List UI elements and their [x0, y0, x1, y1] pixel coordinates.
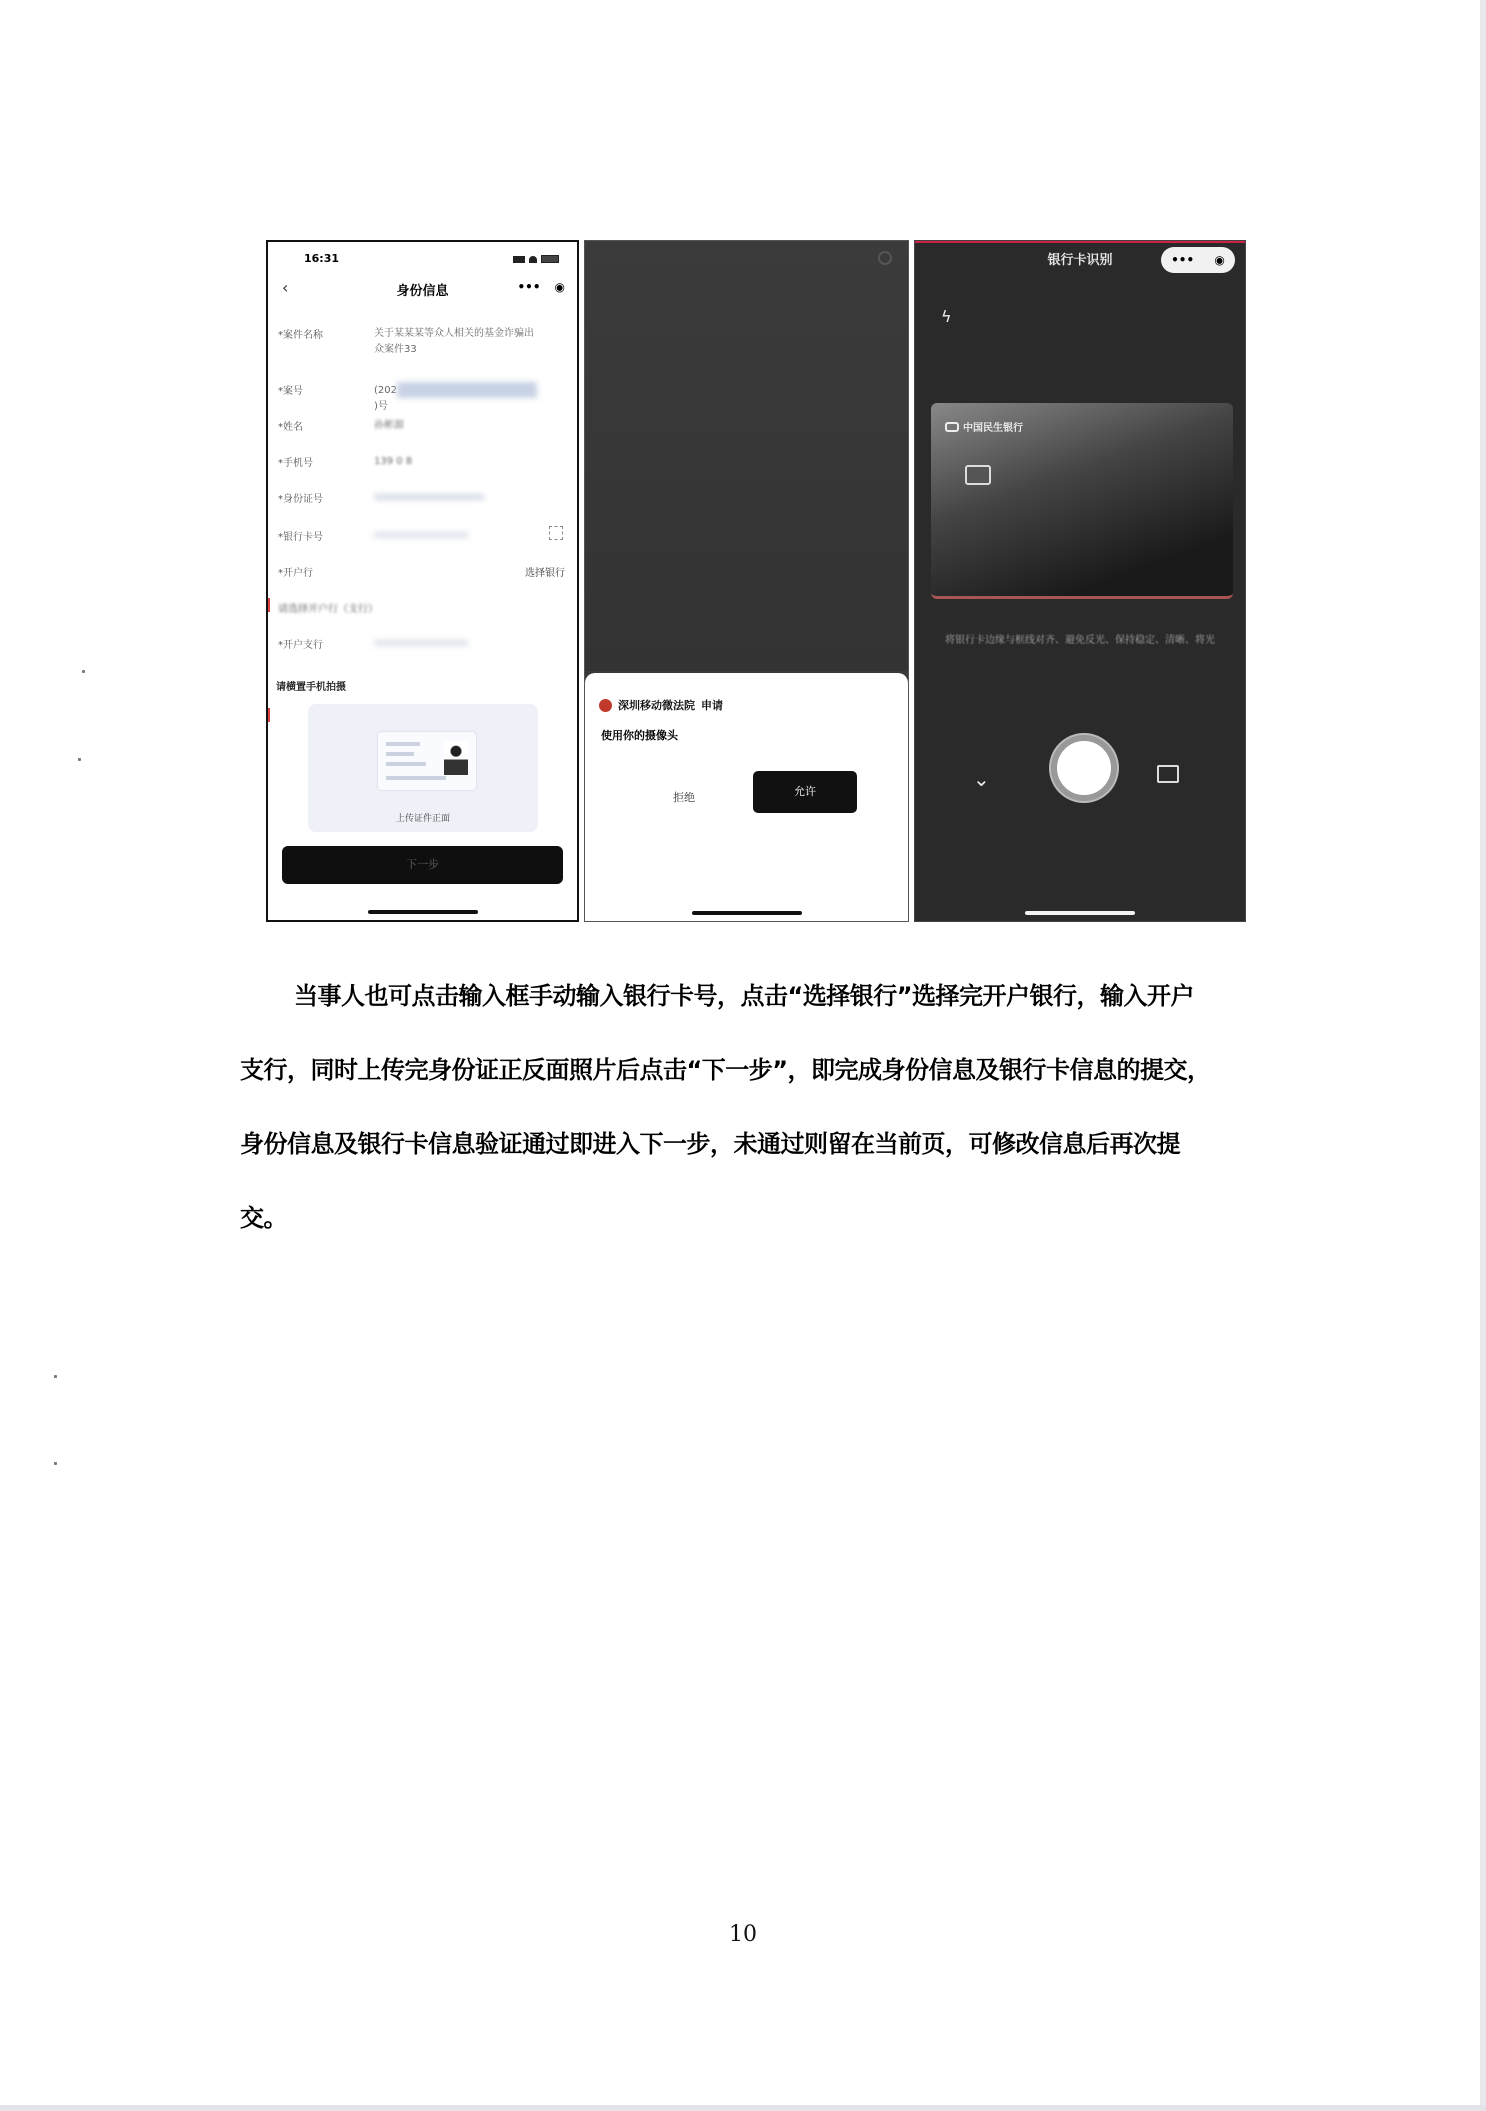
- scan-speck: [54, 1375, 57, 1378]
- page-edge: [0, 2105, 1486, 2111]
- court-logo-icon: [599, 699, 612, 712]
- scan-header: [915, 241, 1245, 275]
- permission-sheet: [585, 673, 908, 921]
- edge-mark: [268, 708, 270, 722]
- close-icon[interactable]: [878, 251, 892, 265]
- status-bar: [304, 252, 559, 266]
- select-bank-link[interactable]: 选择银行: [525, 568, 565, 579]
- card-line: [386, 742, 420, 746]
- close-icon[interactable]: ◉: [1214, 253, 1225, 267]
- field-label: *开户行: [278, 568, 313, 579]
- more-icon[interactable]: •••: [517, 280, 541, 294]
- home-indicator: [368, 910, 478, 914]
- status-icons: [513, 252, 559, 266]
- scan-speck: [82, 670, 85, 673]
- page-title: 身份信息: [396, 284, 449, 299]
- nav-bar: [268, 276, 577, 302]
- signal-icon: [513, 256, 525, 263]
- identity-form-screen: [266, 240, 579, 922]
- more-icon[interactable]: •••: [1171, 253, 1195, 267]
- page-number: 10: [729, 1922, 757, 1947]
- name-input[interactable]: 孙彬源: [374, 420, 404, 431]
- placeholder-blur: [374, 640, 468, 646]
- bank-card-input[interactable]: [374, 528, 539, 544]
- home-indicator: [1025, 911, 1135, 915]
- screenshot-figure: [266, 240, 1246, 922]
- case-number-suffix: )号: [374, 401, 388, 412]
- phone-input[interactable]: 139 0 8: [374, 456, 413, 467]
- card-chip-icon: [965, 465, 991, 485]
- home-indicator: [692, 911, 802, 915]
- scan-speck: [78, 758, 81, 761]
- camera-permission-screen: [584, 240, 909, 922]
- field-case-name: [278, 326, 565, 362]
- apply-label: 申请: [701, 699, 723, 712]
- permission-request: 使用你的摄像头: [601, 729, 678, 742]
- field-label: *姓名: [278, 422, 303, 433]
- paragraph-line: 当事人也可点击输入框手动输入银行卡号，点击“选择银行”选择完开户银行，输入开户: [294, 982, 1195, 1010]
- flash-icon[interactable]: ϟ: [941, 307, 952, 326]
- card-line: [386, 752, 414, 756]
- paragraph-line: 交。: [240, 1204, 287, 1232]
- scan-hint: 将银行卡边缘与框线对齐、避免反光、保持稳定、清晰、将光: [945, 635, 1215, 646]
- app-name: 深圳移动微法院: [618, 699, 695, 712]
- case-name-input[interactable]: 关于某某某等众人相关的基金诈骗出众案件33: [374, 328, 534, 355]
- battery-icon: [541, 255, 559, 263]
- deny-button[interactable]: 拒绝: [673, 791, 695, 804]
- close-icon[interactable]: ◉: [554, 280, 565, 294]
- allow-button[interactable]: 允许: [753, 771, 857, 813]
- chevron-down-icon[interactable]: ⌄: [973, 767, 990, 791]
- scan-speck: [54, 1462, 57, 1465]
- field-label: *案号: [278, 386, 303, 397]
- card-viewfinder: [931, 403, 1233, 599]
- redacted-block: [397, 382, 537, 398]
- case-number-prefix: (202: [374, 385, 397, 396]
- gallery-icon[interactable]: [1157, 765, 1179, 783]
- card-line: [386, 762, 426, 766]
- placeholder-blur: [374, 532, 468, 538]
- mini-program-capsule[interactable]: [518, 280, 566, 294]
- bank-logo-icon: [945, 422, 959, 432]
- page-edge: [1480, 0, 1486, 2111]
- back-icon[interactable]: ‹: [282, 278, 289, 297]
- next-button[interactable]: 下一步: [282, 846, 563, 884]
- card-line: [386, 776, 446, 780]
- field-label: *身份证号: [278, 494, 323, 505]
- bank-card-scan-screen: [914, 240, 1246, 922]
- branch-input[interactable]: [374, 636, 539, 652]
- case-number-input[interactable]: [374, 382, 539, 415]
- edge-mark: [268, 598, 270, 612]
- bank-name-text: 中国民生银行: [963, 423, 1023, 434]
- dimmed-overlay: [585, 241, 908, 671]
- bank-name: [945, 419, 1023, 434]
- scan-card-icon[interactable]: [549, 526, 563, 540]
- status-time: 16:31: [304, 252, 340, 265]
- portrait-icon: [444, 741, 468, 775]
- redacted-block: [374, 494, 484, 500]
- requesting-app: [599, 697, 723, 713]
- upload-label: 上传证件正面: [395, 814, 450, 824]
- field-label: *手机号: [278, 458, 313, 469]
- paragraph-line: 支行，同时上传完身份证正反面照片后点击“下一步”，即完成身份信息及银行卡信息的提交，: [240, 1056, 1211, 1084]
- paragraph-line: 身份信息及银行卡信息验证通过即进入下一步，未通过则留在当前页，可修改信息后再次提: [240, 1130, 1180, 1158]
- id-card-illustration: [378, 732, 476, 790]
- mini-program-capsule[interactable]: [1161, 247, 1235, 273]
- shutter-button[interactable]: [1051, 735, 1117, 801]
- field-label: *开户支行: [278, 640, 323, 651]
- id-number-input[interactable]: [374, 490, 539, 506]
- photo-prompt: 请横置手机拍摄: [276, 682, 346, 693]
- scan-title: 银行卡识别: [1047, 253, 1113, 268]
- field-label: *案件名称: [278, 330, 323, 341]
- id-upload-area[interactable]: [308, 704, 538, 832]
- field-label: 请选择开户行（支行）: [278, 604, 378, 615]
- field-label: *银行卡号: [278, 532, 323, 543]
- wifi-icon: [529, 256, 537, 263]
